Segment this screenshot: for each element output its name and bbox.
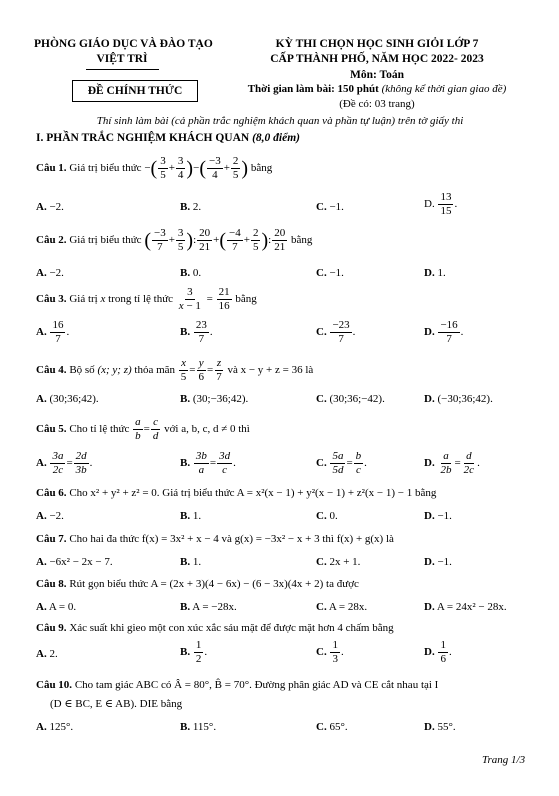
q9-option-c: C. $\frac{1}{3}$ . [316,639,344,665]
q4-cond: và x − y + z = 36 là [224,364,314,377]
q10-line2: (D ∈ BC, E ∈ AB). DIE bằng [50,698,183,710]
option-value: −1. [326,201,344,213]
q5-option-d: D. $\frac{a}{2b}$ = $\frac{d}{2c}$ . [424,450,480,476]
option-letter: A. [36,556,47,568]
option-letter: B. [180,267,191,279]
official-label: ĐỀ CHÍNH THỨC [87,85,183,97]
q3-a-den: 7 [55,333,61,345]
option-letter: D. [424,556,435,568]
q1-d-den: 15 [440,205,452,217]
q5-label: Câu 5. [36,423,67,436]
q6-option-b [180,510,201,522]
q2-expr: ( $\frac{-3}{7}$ + $\frac{3}{5}$ ): $\frac{20}{21}$ +( $\frac{-4}{7}$ + $\frac{2}{5}$ ): $\frac{20}{21}$ [144,227,286,253]
option-letter: A. [36,721,47,733]
q8-option-b [180,601,237,613]
option-value: −1. [434,556,452,568]
q4-option-c [316,393,385,405]
q8-option-a [36,601,76,613]
question-5 [36,417,250,442]
option-value: 0. [326,510,338,522]
exam-title: KỲ THI CHỌN HỌC SINH GIỎI LỚP 7 [275,38,479,50]
q4-text: Bộ số [66,364,98,377]
q2-after: bằng [288,234,313,247]
option-value: 2. [190,201,202,213]
q6-option-a [36,510,64,522]
question-6 [36,487,436,499]
q1-label: Câu 1. [36,162,67,175]
q3-d-den: 7 [446,333,452,345]
option-letter: A. [36,648,47,660]
q9-c-num: 1 [332,639,338,651]
q10-option-b [180,721,216,733]
option-letter: B. [180,393,191,405]
q5-option-a: A. $\frac{3a}{2c}$ = $\frac{2d}{3b}$ . [36,450,93,476]
q6-text: Cho x² + y² + z² = 0. Giá trị biểu thức A = x²(x − 1) + y²(x − 1) + z²(x − 1) − 1 bằng [66,487,437,499]
q9-label: Câu 9. [36,622,67,634]
option-value: −1. [434,510,452,522]
option-letter: C. [316,267,327,279]
option-value: 55°. [434,721,456,733]
question-2 [36,228,312,253]
option-value: 125°. [46,721,74,733]
option-letter: C. [316,721,327,733]
q3-b-num: 23 [195,319,207,331]
q1-option-a [36,201,64,213]
q3-a-num: 16 [52,319,64,331]
exam-subject: Môn: Toán [349,69,404,81]
option-letter: D. [424,267,435,279]
q3-c-num: −23 [332,319,350,331]
option-value: A = 24x² − 28x. [434,601,507,613]
q2-option-b [180,267,201,279]
option-value: 2x + 1. [326,556,361,568]
q10-label: Câu 10. [36,679,73,691]
q5-expr: $\frac{a}{b}$ = $\frac{c}{d}$ [135,416,159,442]
q8-label: Câu 8. [36,578,67,590]
q8-option-c [316,601,367,613]
option-letter: A. [36,267,47,279]
q9-d-num: 1 [440,639,446,651]
option-letter: D. [424,510,435,522]
option-letter: D. [424,601,435,613]
q3-c-den: 7 [338,333,344,345]
time-note: (không kể thời gian giao đề) [378,83,507,95]
option-value: A = −28x. [190,601,237,613]
option-value: A = 0. [46,601,77,613]
city-name: VIỆT TRÌ [96,53,148,65]
q3-option-c: C. $\frac{-23}{7}$ . [316,319,356,345]
q2-label: Câu 2. [36,234,67,247]
q3-option-d: D. $\frac{-16}{7}$ . [424,319,464,345]
option-letter: C. [316,201,327,213]
q1-d-prefix: D. [424,198,438,211]
option-letter: C. [316,393,327,405]
city-underline [86,69,159,70]
q1-option-d [424,192,457,217]
option-value: 65°. [326,721,348,733]
q6-option-d [424,510,452,522]
instruction: Thí sinh làm bài (cả phần trắc nghiệm khách quan và phần tự luận) trên tờ giấy thi [96,115,464,127]
q9-d-den: 6 [440,653,446,665]
option-value: 0. [190,267,202,279]
option-value: (−30;36;42). [434,393,493,405]
q9-option-a [36,648,58,660]
option-letter: A. [36,201,47,213]
option-value: −2. [46,510,64,522]
q5-option-b: B. $\frac{3b}{a}$ = $\frac{3d}{c}$ . [180,450,236,476]
question-9 [36,622,394,634]
q3-text: Giá trị [66,293,101,306]
option-value: −1. [326,267,344,279]
q8-option-d [424,601,507,613]
option-value: 115°. [190,721,217,733]
q7-option-c [316,556,360,568]
q5-cond: với a, b, c, d ≠ 0 thì [161,423,250,436]
q5-option-c: C. $\frac{5a}{5d}$ = $\frac{b}{c}$ . [316,450,367,476]
q1-option-b [180,201,201,213]
q4-label: Câu 4. [36,364,67,377]
option-letter: B. [180,201,191,213]
q3-option-b: B. $\frac{23}{7}$ . [180,319,213,345]
q7-label: Câu 7. [36,533,67,545]
option-value: −2. [46,267,64,279]
option-letter: D. [424,721,435,733]
section-points: (8,0 điểm) [249,132,300,144]
question-8 [36,578,359,590]
q7-option-a [36,556,113,568]
q4-triple: (x; y; z) [97,364,132,377]
q2-option-c [316,267,344,279]
option-value: 1. [434,267,446,279]
q10-text: Cho tam giác ABC có Â = 80°, B̂ = 70°. Đường phân giác AD và CE cắt nhau tại I [72,679,439,691]
q3-option-a: A. $\frac{16}{7}$ . [36,319,70,345]
q7-option-b [180,556,201,568]
q1-d-num: 13 [440,191,452,203]
option-value: A = 28x. [326,601,368,613]
q3-label: Câu 3. [36,293,67,306]
exam-level: CẤP THÀNH PHỐ, NĂM HỌC 2022- 2023 [270,53,484,65]
option-value: 1. [190,510,202,522]
q6-option-c [316,510,338,522]
page-count: (Đề có: 03 trang) [339,98,415,110]
q3-b-den: 7 [198,333,205,345]
section-name: I. PHẦN TRẮC NGHIỆM KHÁCH QUAN [36,132,250,144]
option-letter: B. [180,601,191,613]
option-letter: A. [36,510,47,522]
q6-label: Câu 6. [36,487,67,499]
option-value: (30;36;−42). [326,393,385,405]
q1-text: Giá trị biểu thức [66,162,145,175]
q8-text: Rút gọn biểu thức A = (2x + 3)(4 − 6x) − (6 − 3x)(4x + 2) ta được [66,578,359,590]
q3-expr: $\frac{3}{x - 1}$ = $\frac{21}{16}$ [178,286,230,312]
q9-c-den: 3 [332,653,338,665]
q4-text2: thỏa mãn [131,364,178,377]
q9-option-b: B. $\frac{1}{2}$ . [180,639,208,665]
q10-option-a [36,721,73,733]
option-letter: B. [180,721,191,733]
q3-var: x [100,293,106,306]
q9-option-d: D. $\frac{1}{6}$ . [424,639,452,665]
question-10 [36,679,438,691]
option-value: 2. [46,648,58,660]
q1-option-c [316,201,344,213]
option-letter: B. [180,510,191,522]
q4-option-a [36,393,99,405]
q9-text: Xác suất khi gieo một con xúc xắc sáu mặt để được mặt hơn 4 chấm bằng [66,622,394,634]
section-title [36,132,300,144]
option-letter: D. [424,393,435,405]
q1-d-suffix: . [454,198,458,211]
option-letter: B. [180,556,191,568]
q3-after: bằng [232,293,257,306]
q1-after: bằng [248,162,273,175]
question-7 [36,533,394,545]
option-value: (30;−36;42). [190,393,249,405]
q9-b-num: 1 [195,639,202,651]
option-value: (30;36;42). [46,393,99,405]
page-number: Trang 1/3 [482,754,526,766]
exam-time [232,83,522,95]
q10-option-d [424,721,456,733]
option-letter: C. [316,510,327,522]
q7-text: Cho hai đa thức f(x) = 3x² + x − 4 và g(x) = −3x² − x + 3 thì f(x) + g(x) là [66,533,394,545]
option-letter: A. [36,393,47,405]
q3-text2: trong tỉ lệ thức [105,293,176,306]
option-value: 1. [190,556,202,568]
q2-text: Giá trị biểu thức [66,234,145,247]
q2-option-a [36,267,64,279]
q10-option-c [316,721,348,733]
q4-expr: $\frac{x}{5}$ = $\frac{y}{6}$ = $\frac{z}{7}$ [180,357,222,383]
q7-option-d [424,556,452,568]
option-letter: C. [316,601,327,613]
option-value: −6x² − 2x − 7. [46,556,113,568]
option-value: −2. [46,201,64,213]
time-label: Thời gian làm bài: 150 phút [247,83,379,95]
q1-expr: −( $\frac{3}{5}$ + $\frac{3}{4}$ )−( $\frac{-3}{4}$ + $\frac{2}{5}$ ) [144,155,249,181]
q4-option-b [180,393,248,405]
q3-d-num: −16 [440,319,458,331]
option-letter: A. [36,601,47,613]
q4-option-d [424,393,493,405]
option-letter: C. [316,556,327,568]
question-1 [36,156,272,181]
dept-name: PHÒNG GIÁO DỤC VÀ ĐÀO TẠO [34,38,213,50]
question-3 [36,287,257,312]
q9-b-den: 2 [195,653,202,665]
q2-option-d [424,267,446,279]
q5-text: Cho tỉ lệ thức [66,423,133,436]
question-4 [36,358,313,383]
